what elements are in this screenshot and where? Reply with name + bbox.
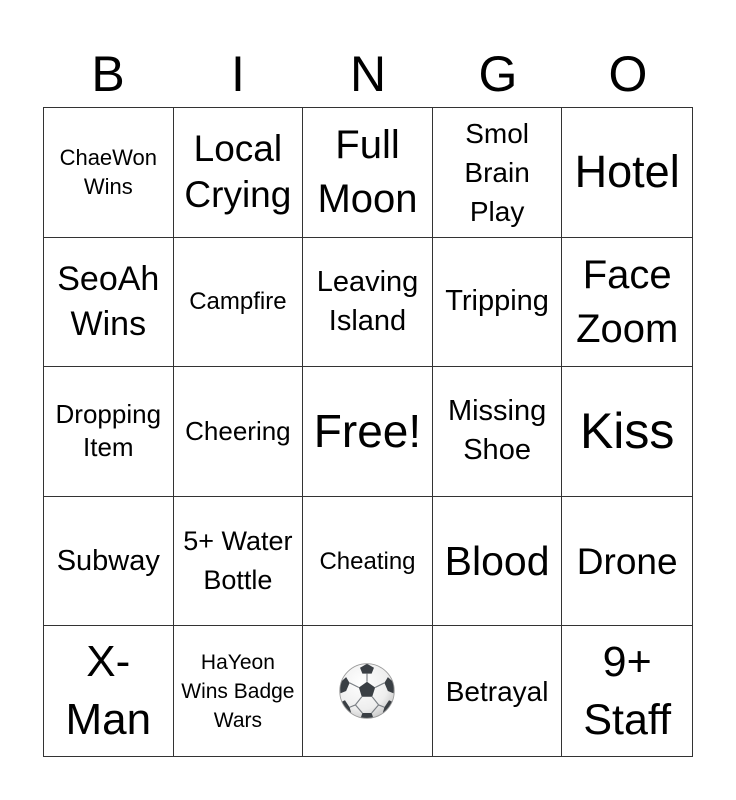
bingo-cell-r5-c4[interactable] [433,626,563,756]
bingo-cell-r4-c3[interactable] [303,497,433,627]
cell-label: Face Zoom [576,252,679,351]
header-letter-n: N [349,46,387,102]
cell-label: Blood [444,538,550,585]
bingo-cell-r3-c3[interactable] [303,367,433,497]
cell-label: Drone [576,540,678,582]
cell-label: X-Man [65,637,152,745]
cell-label: SeoAh Wins [57,259,160,343]
bingo-card-grid [43,107,693,757]
bingo-cell-r2-c2[interactable] [174,238,304,368]
bingo-cell-r3-c1[interactable] [44,367,174,497]
cell-label: 5+ Water Bottle [183,526,293,596]
cell-label: Tripping [445,285,549,318]
bingo-cell-r2-c5[interactable] [562,238,692,368]
cell-label: Full Moon [317,123,418,222]
header-letter-b: B [91,46,125,102]
bingo-cell-r3-c5[interactable] [562,367,692,497]
bingo-cell-r1-c5[interactable] [562,108,692,238]
cell-label: Cheering [185,415,291,446]
bingo-cell-r5-c3[interactable] [303,626,433,756]
bingo-cell-r5-c2[interactable] [174,626,304,756]
cell-label: Subway [56,544,160,577]
cell-label: Hotel [574,146,680,198]
bingo-cell-r3-c4[interactable] [433,367,563,497]
bingo-cell-r5-c1[interactable] [44,626,174,756]
soccer-ball-icon [338,662,396,720]
bingo-header [43,40,693,108]
bingo-cell-r4-c4[interactable] [433,497,563,627]
bingo-cell-r2-c4[interactable] [433,238,563,368]
cell-label: Local Crying [184,128,292,216]
cell-label: Kiss [579,403,675,460]
cell-label: Missing Shoe [447,395,547,467]
cell-label: Free! [313,405,422,458]
cell-label: Campfire [189,288,287,316]
header-letter-g: G [478,46,518,102]
cell-label: HaYeon Wins Badge Wars [181,650,295,732]
bingo-cell-r5-c5[interactable] [562,626,692,756]
cell-label: Leaving Island [316,265,419,337]
cell-label: ChaeWon Wins [59,145,158,200]
bingo-cell-r1-c3[interactable] [303,108,433,238]
header-letter-i: I [231,46,245,102]
cell-label: Dropping Item [55,399,162,463]
bingo-cell-r4-c5[interactable] [562,497,692,627]
bingo-cell-r1-c4[interactable] [433,108,563,238]
cell-label: Smol Brain Play [464,117,530,227]
bingo-cell-r1-c2[interactable] [174,108,304,238]
header-letter-o: O [608,46,648,102]
bingo-cell-r4-c2[interactable] [174,497,304,627]
bingo-cell-r1-c1[interactable] [44,108,174,238]
cell-label: Cheating [319,547,416,575]
bingo-cell-r2-c3[interactable] [303,238,433,368]
bingo-cell-r2-c1[interactable] [44,238,174,368]
cell-label: Betrayal [445,675,549,707]
bingo-cell-r4-c1[interactable] [44,497,174,627]
cell-label: 9+ Staff [583,638,672,745]
bingo-cell-r3-c2[interactable] [174,367,304,497]
